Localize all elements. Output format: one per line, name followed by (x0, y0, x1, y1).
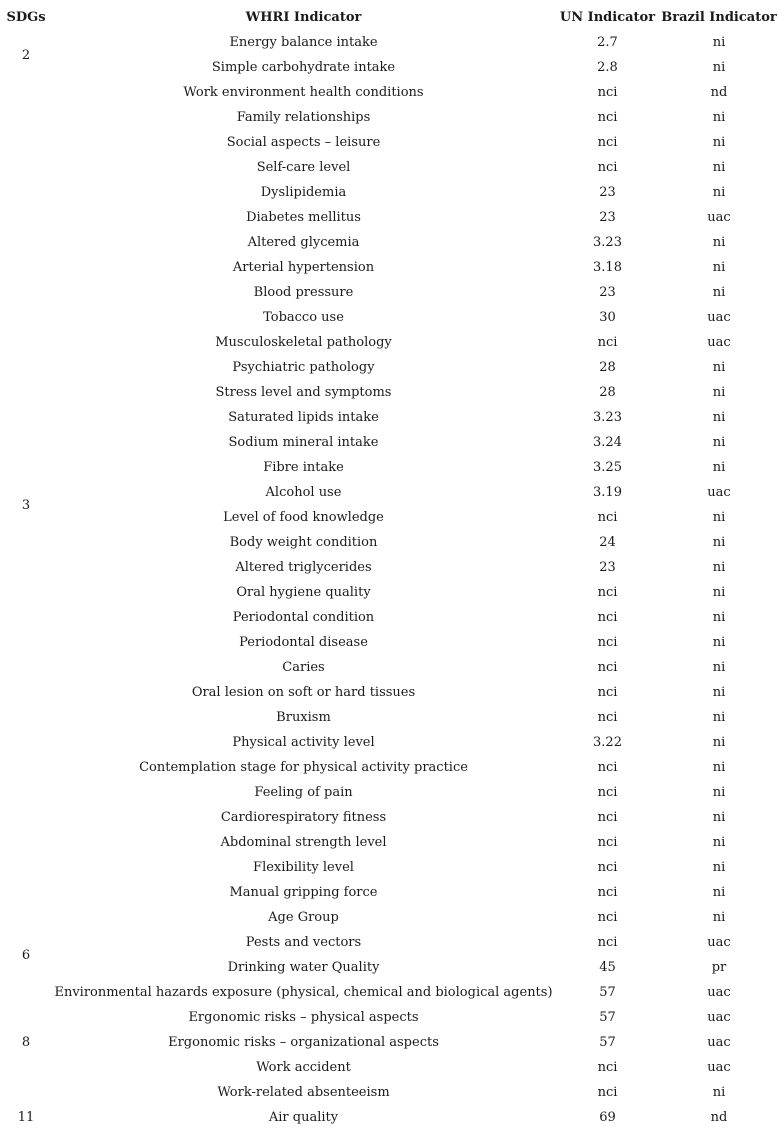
table-row (0, 530, 778, 555)
whri-indicator-cell: Energy balance intake (229, 35, 378, 50)
whri-indicator-cell: Periodontal condition (232, 610, 375, 625)
brazil-indicator-cell: nd (710, 1110, 728, 1125)
whri-indicator-cell: Dyslipidemia (260, 185, 347, 200)
table-row (0, 180, 778, 205)
brazil-indicator-cell: ni (712, 185, 726, 200)
brazil-indicator-cell: ni (712, 635, 726, 650)
whri-indicator-cell: Blood pressure (253, 285, 354, 300)
un-indicator-cell: nci (597, 110, 618, 125)
whri-indicator-cell: Contemplation stage for physical activity practice (139, 760, 468, 775)
un-indicator-cell: nci (597, 1060, 618, 1075)
un-indicator-cell: nci (597, 635, 618, 650)
table-row (0, 1030, 778, 1055)
table-row (0, 1080, 778, 1105)
table-row (0, 980, 778, 1005)
whri-indicator-cell: Social aspects – leisure (226, 135, 381, 150)
un-indicator-cell: 28 (599, 385, 616, 400)
brazil-indicator-cell: ni (712, 560, 726, 575)
whri-indicator-cell: Simple carbohydrate intake (211, 60, 396, 75)
brazil-indicator-cell: uac (707, 335, 731, 350)
un-indicator-cell: 57 (599, 1010, 616, 1025)
table-row (0, 430, 778, 455)
sdg-cell: 6 (21, 947, 31, 963)
table-row (0, 55, 778, 80)
un-indicator-cell: 23 (599, 185, 616, 200)
indicator-table (0, 4, 778, 1130)
table-row (0, 705, 778, 730)
table-row (0, 255, 778, 280)
un-indicator-cell: 24 (599, 535, 616, 550)
table-row (0, 555, 778, 580)
whri-indicator-cell: Caries (282, 660, 325, 675)
un-indicator-cell: nci (597, 760, 618, 775)
brazil-indicator-cell: ni (712, 760, 726, 775)
brazil-indicator-cell: uac (707, 310, 731, 325)
brazil-indicator-cell: ni (712, 235, 726, 250)
table-row (0, 205, 778, 230)
table-row (0, 780, 778, 805)
whri-indicator-cell: Stress level and symptoms (215, 385, 392, 400)
un-indicator-cell: 57 (599, 985, 616, 1000)
table-row (0, 855, 778, 880)
whri-indicator-cell: Alcohol use (265, 485, 342, 500)
un-indicator-cell: 3.23 (593, 410, 622, 425)
brazil-indicator-cell: ni (712, 810, 726, 825)
brazil-indicator-cell: uac (707, 985, 731, 1000)
whri-indicator-cell: Ergonomic risks – organizational aspects (168, 1035, 439, 1050)
header-whri-indicator: WHRI Indicator (245, 9, 362, 25)
brazil-indicator-cell: ni (712, 660, 726, 675)
table-row (0, 505, 778, 530)
table-row (0, 730, 778, 755)
whri-indicator-cell: Tobacco use (263, 310, 344, 325)
un-indicator-cell: nci (597, 785, 618, 800)
whri-indicator-cell: Sodium mineral intake (228, 435, 379, 450)
brazil-indicator-cell: ni (712, 385, 726, 400)
brazil-indicator-cell: ni (712, 460, 726, 475)
brazil-indicator-cell: ni (712, 260, 726, 275)
un-indicator-cell: nci (597, 685, 618, 700)
whri-indicator-cell: Flexibility level (253, 860, 354, 875)
table-row (0, 1055, 778, 1080)
un-indicator-cell: 28 (599, 360, 616, 375)
un-indicator-cell: 3.25 (593, 460, 622, 475)
brazil-indicator-cell: ni (712, 785, 726, 800)
sdg-cell: 8 (21, 1035, 31, 1050)
table-row (0, 105, 778, 130)
whri-indicator-cell: Bruxism (276, 710, 331, 725)
brazil-indicator-cell: ni (712, 1085, 726, 1100)
whri-indicator-cell: Abdominal strength level (220, 835, 387, 850)
table-row (0, 755, 778, 780)
table-header (0, 4, 778, 30)
table-row (0, 380, 778, 405)
whri-indicator-cell: Diabetes mellitus (246, 210, 361, 225)
table-row (0, 630, 778, 655)
un-indicator-cell: 3.23 (593, 235, 622, 250)
un-indicator-cell: nci (597, 810, 618, 825)
whri-indicator-cell: Cardiorespiratory fitness (220, 810, 387, 825)
table-row (0, 455, 778, 480)
brazil-indicator-cell: ni (712, 735, 726, 750)
whri-indicator-cell: Environmental hazards exposure (physical, chemical and biological agents) (54, 985, 553, 1000)
brazil-indicator-cell: ni (712, 410, 726, 425)
whri-indicator-cell: Oral hygiene quality (236, 585, 371, 600)
table-row (0, 1005, 778, 1030)
table-row (0, 280, 778, 305)
table-row (0, 305, 778, 330)
un-indicator-cell: 3.19 (593, 485, 622, 500)
table-row (0, 905, 778, 930)
table-row (0, 1105, 778, 1130)
brazil-indicator-cell: uac (707, 1035, 731, 1050)
brazil-indicator-cell: ni (712, 435, 726, 450)
brazil-indicator-cell: uac (707, 210, 731, 225)
un-indicator-cell: nci (597, 710, 618, 725)
table-row (0, 580, 778, 605)
table-row (0, 930, 778, 955)
header-un-indicator: UN Indicator (559, 9, 656, 25)
brazil-indicator-cell: ni (712, 835, 726, 850)
whri-indicator-cell: Pests and vectors (245, 935, 362, 950)
un-indicator-cell: nci (597, 860, 618, 875)
brazil-indicator-cell: ni (712, 60, 726, 75)
whri-indicator-cell: Body weight condition (229, 535, 378, 550)
table-body (0, 30, 778, 1130)
sdg-cell: 3 (21, 497, 31, 513)
un-indicator-cell: 45 (599, 960, 616, 975)
un-indicator-cell: nci (597, 610, 618, 625)
un-indicator-cell: 23 (599, 210, 616, 225)
brazil-indicator-cell: nd (710, 85, 728, 100)
whri-indicator-cell: Ergonomic risks – physical aspects (188, 1010, 419, 1025)
table-row (0, 130, 778, 155)
un-indicator-cell: nci (597, 885, 618, 900)
brazil-indicator-cell: uac (707, 1010, 731, 1025)
brazil-indicator-cell: ni (712, 585, 726, 600)
whri-indicator-cell: Age Group (268, 910, 339, 925)
whri-indicator-cell: Work environment health conditions (183, 85, 424, 100)
un-indicator-cell: nci (597, 135, 618, 150)
table-row (0, 655, 778, 680)
brazil-indicator-cell: ni (712, 860, 726, 875)
brazil-indicator-cell: uac (707, 485, 731, 500)
brazil-indicator-cell: ni (712, 110, 726, 125)
header-row (0, 4, 778, 30)
whri-indicator-cell: Feeling of pain (254, 785, 353, 800)
table-row (0, 830, 778, 855)
un-indicator-cell: 23 (599, 560, 616, 575)
whri-indicator-cell: Fibre intake (263, 460, 344, 475)
whri-indicator-cell: Altered triglycerides (235, 560, 372, 575)
whri-indicator-cell: Musculoskeletal pathology (215, 335, 392, 350)
table-row (0, 80, 778, 105)
un-indicator-cell: nci (597, 335, 618, 350)
un-indicator-cell: nci (597, 910, 618, 925)
table-row (0, 155, 778, 180)
header-brazil-indicator: Brazil Indicator (661, 9, 777, 25)
brazil-indicator-cell: pr (711, 960, 727, 975)
table-row (0, 355, 778, 380)
whri-indicator-cell: Altered glycemia (247, 235, 360, 250)
whri-indicator-cell: Oral lesion on soft or hard tissues (191, 685, 416, 700)
brazil-indicator-cell: ni (712, 35, 726, 50)
header-sdgs: SDGs (6, 9, 46, 25)
whri-indicator-cell: Saturated lipids intake (228, 410, 379, 425)
un-indicator-cell: 3.24 (593, 435, 622, 450)
table-row (0, 805, 778, 830)
un-indicator-cell: nci (597, 585, 618, 600)
whri-indicator-cell: Drinking water Quality (227, 960, 380, 975)
whri-indicator-cell: Work-related absenteeism (217, 1085, 390, 1100)
un-indicator-cell: 69 (599, 1110, 616, 1125)
whri-indicator-cell: Level of food knowledge (223, 510, 384, 525)
brazil-indicator-cell: uac (707, 1060, 731, 1075)
whri-indicator-cell: Air quality (268, 1110, 339, 1125)
sdg-cell: 11 (17, 1110, 35, 1125)
un-indicator-cell: 57 (599, 1035, 616, 1050)
un-indicator-cell: nci (597, 510, 618, 525)
un-indicator-cell: nci (597, 660, 618, 675)
whri-indicator-cell: Manual gripping force (229, 885, 378, 900)
un-indicator-cell: 2.7 (597, 35, 618, 50)
brazil-indicator-cell: ni (712, 535, 726, 550)
un-indicator-cell: nci (597, 160, 618, 175)
brazil-indicator-cell: ni (712, 710, 726, 725)
un-indicator-cell: 2.8 (597, 60, 618, 75)
table-row (0, 30, 778, 55)
un-indicator-cell: nci (597, 1085, 618, 1100)
whri-indicator-cell: Family relationships (236, 110, 371, 125)
brazil-indicator-cell: ni (712, 360, 726, 375)
brazil-indicator-cell: ni (712, 910, 726, 925)
whri-indicator-cell: Periodontal disease (239, 635, 368, 650)
table-row (0, 605, 778, 630)
whri-indicator-cell: Psychiatric pathology (232, 360, 375, 375)
table-row (0, 680, 778, 705)
un-indicator-cell: 3.22 (593, 735, 622, 750)
un-indicator-cell: nci (597, 835, 618, 850)
table-row (0, 880, 778, 905)
table-row (0, 230, 778, 255)
table-row (0, 480, 778, 505)
whri-indicator-cell: Arterial hypertension (232, 260, 375, 275)
brazil-indicator-cell: ni (712, 135, 726, 150)
sdg-cell: 2 (21, 47, 31, 63)
brazil-indicator-cell: ni (712, 510, 726, 525)
un-indicator-cell: nci (597, 85, 618, 100)
brazil-indicator-cell: uac (707, 935, 731, 950)
brazil-indicator-cell: ni (712, 285, 726, 300)
table-row (0, 405, 778, 430)
whri-indicator-cell: Work accident (256, 1060, 351, 1075)
un-indicator-cell: nci (597, 935, 618, 950)
whri-indicator-cell: Physical activity level (232, 735, 375, 750)
brazil-indicator-cell: ni (712, 610, 726, 625)
un-indicator-cell: 3.18 (593, 260, 622, 275)
un-indicator-cell: 23 (599, 285, 616, 300)
whri-indicator-cell: Self-care level (256, 160, 351, 175)
table-row (0, 330, 778, 355)
brazil-indicator-cell: ni (712, 685, 726, 700)
table-row (0, 955, 778, 980)
un-indicator-cell: 30 (599, 310, 616, 325)
brazil-indicator-cell: ni (712, 885, 726, 900)
brazil-indicator-cell: ni (712, 160, 726, 175)
